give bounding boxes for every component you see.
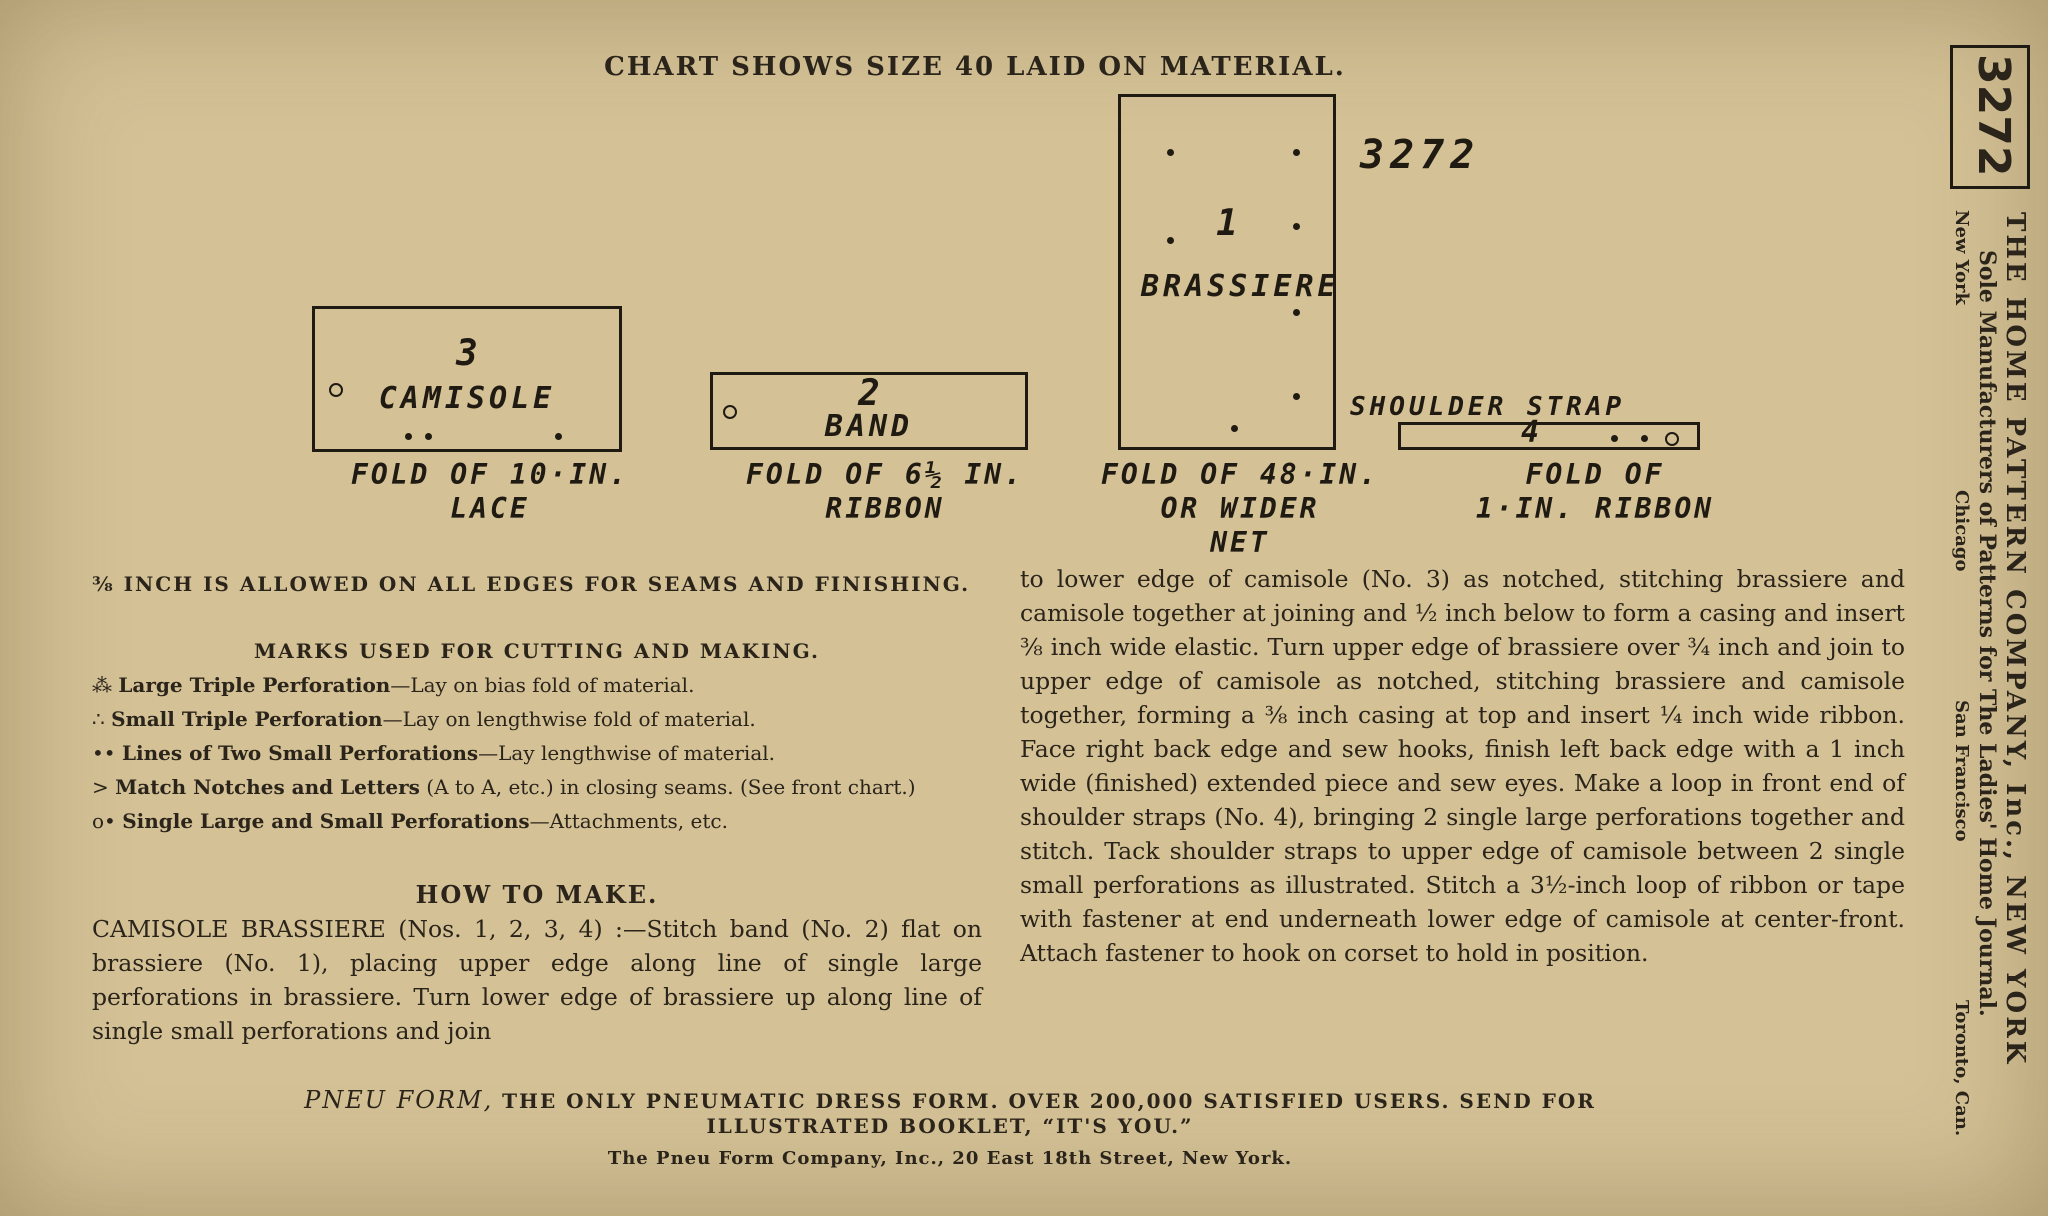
company-sole: Sole Manufacturers of Patterns for The Ladies' Home Journal. — [1974, 250, 2000, 1017]
piece-number: 4 — [1521, 415, 1540, 450]
perforation-mark — [405, 433, 412, 440]
howto-text-right: to lower edge of camisole (No. 3) as notched, stitching brassiere and camisole together at joining and ½ inch below to form a casing and insert ⅜ inch wide elastic. Turn upper edge of brassiere over ¾ inch and join to upper edge of camisole as notched, stitching brassiere and camisole together, forming a ⅜ inch casing at top and insert ¼ inch wide ribbon. Face right back edge and sew hooks, finish left back edge with a 1 inch wide (finished) extended piece and sew eyes. Make a loop in front end of shoulder straps (No. 4), bringing 2 single large perforations together and stitch. Tack shoulder straps to upper edge of camisole between 2 single small perforations as illustrated. Stitch a 3½-inch loop of ribbon or tape with fastener at end underneath lower edge of camisole at center-front. Attach fastener to hook on corset to hold in position. — [1020, 565, 1905, 967]
piece-name: BAND — [824, 409, 914, 444]
piece-caption: FOLD OF 6½ IN. RIBBON — [745, 458, 1024, 525]
mark-label: Small Triple Perforation — [111, 707, 383, 731]
footer-ad-text: THE ONLY PNEUMATIC DRESS FORM. OVER 200,000 SATISFIED USERS. SEND FOR — [493, 1089, 1596, 1113]
footer-address: The Pneu Form Company, Inc., 20 East 18th Street, New York. — [607, 1148, 1293, 1169]
perforation-mark — [1167, 149, 1174, 156]
mark-item — [92, 808, 982, 834]
city: New York — [1951, 210, 1972, 305]
perforation-mark — [1611, 435, 1618, 442]
perforation-mark — [1293, 149, 1300, 156]
piece-caption: FOLD OF 48·IN. OR WIDER NET — [1100, 458, 1379, 559]
mark-desc: —Lay on bias fold of material. — [390, 673, 695, 697]
mark-item — [92, 774, 982, 800]
howto-text-left: CAMISOLE BRASSIERE (Nos. 1, 2, 3, 4) :—Stitch band (No. 2) flat on brassiere (No. 1), placing upper edge along line of single large perforations in brassiere. Turn lower edge of brassiere up along line of single small perforations and join — [92, 915, 982, 1045]
footer-ad-line2: ILLUSTRATED BOOKLET, “IT'S YOU.” — [706, 1114, 1194, 1138]
mark-item — [92, 740, 982, 766]
perforation-mark — [1293, 223, 1300, 230]
two-perforation-icon: •• — [92, 741, 122, 765]
mark-desc: (A to A, etc.) in closing seams. (See front chart.) — [419, 775, 916, 799]
perforation-mark — [425, 433, 432, 440]
piece-number: 3 — [456, 333, 478, 374]
piece-name: CAMISOLE — [378, 381, 556, 416]
piece-name: SHOULDER STRAP — [1350, 392, 1626, 422]
footer-brand: PNEU FORM, — [304, 1086, 494, 1114]
perforation-mark — [723, 405, 737, 419]
piece-number: 2 — [858, 373, 880, 414]
small-triple-perforation-icon: ∴ — [92, 707, 112, 731]
mark-label: Single Large and Small Perforations — [122, 809, 530, 833]
piece-band — [710, 372, 1028, 450]
mark-desc: —Lay on lengthwise fold of material. — [382, 707, 756, 731]
pattern-number-box — [1950, 45, 2030, 189]
perforation-mark — [1293, 309, 1300, 316]
howto-title: HOW TO MAKE. — [415, 880, 659, 909]
piece-caption: FOLD OF 1·IN. RIBBON — [1475, 458, 1715, 525]
mark-label: Large Triple Perforation — [118, 673, 391, 697]
marks-list — [92, 672, 982, 834]
piece-brassiere — [1118, 94, 1340, 450]
piece-shoulder-strap — [1398, 415, 1700, 450]
piece-name: BRASSIERE — [1141, 269, 1340, 304]
chart-header: CHART SHOWS SIZE 40 LAID ON MATERIAL. — [604, 52, 1346, 82]
city: Toronto, Can. — [1951, 1000, 1972, 1137]
city: Chicago — [1951, 490, 1972, 572]
piece-caption: FOLD OF 10·IN. LACE — [350, 458, 629, 525]
seam-allowance-note: ⅜ INCH IS ALLOWED ON ALL EDGES FOR SEAMS AND FINISHING. — [92, 572, 971, 596]
perforation-mark — [329, 383, 343, 397]
mark-item — [92, 706, 982, 732]
marks-title: MARKS USED FOR CUTTING AND MAKING. — [254, 639, 820, 663]
perforation-mark — [555, 433, 562, 440]
hand-pattern-number: 3272 — [1360, 132, 1481, 178]
perforation-mark — [1167, 237, 1174, 244]
piece-camisole — [312, 306, 622, 452]
perforation-mark — [1293, 393, 1300, 400]
large-triple-perforation-icon: ⁂ — [92, 673, 119, 697]
perforation-mark — [1641, 435, 1648, 442]
perforation-mark — [1665, 432, 1679, 446]
city: San Francisco — [1951, 700, 1972, 842]
mark-desc: —Attachments, etc. — [529, 809, 728, 833]
notch-icon: > — [92, 775, 116, 799]
pattern-number: 3272 — [1968, 54, 2019, 177]
piece-number: 1 — [1216, 203, 1238, 244]
single-perforation-icon: o• — [92, 809, 123, 833]
mark-item — [92, 672, 982, 698]
mark-label: Match Notches and Letters — [115, 775, 420, 799]
footer-ad-line1 — [0, 1086, 1900, 1114]
perforation-mark — [1231, 425, 1238, 432]
company-name: THE HOME PATTERN COMPANY, Inc., NEW YORK — [2000, 212, 2030, 1067]
mark-desc: —Lay lengthwise of material. — [478, 741, 775, 765]
mark-label: Lines of Two Small Perforations — [121, 741, 479, 765]
